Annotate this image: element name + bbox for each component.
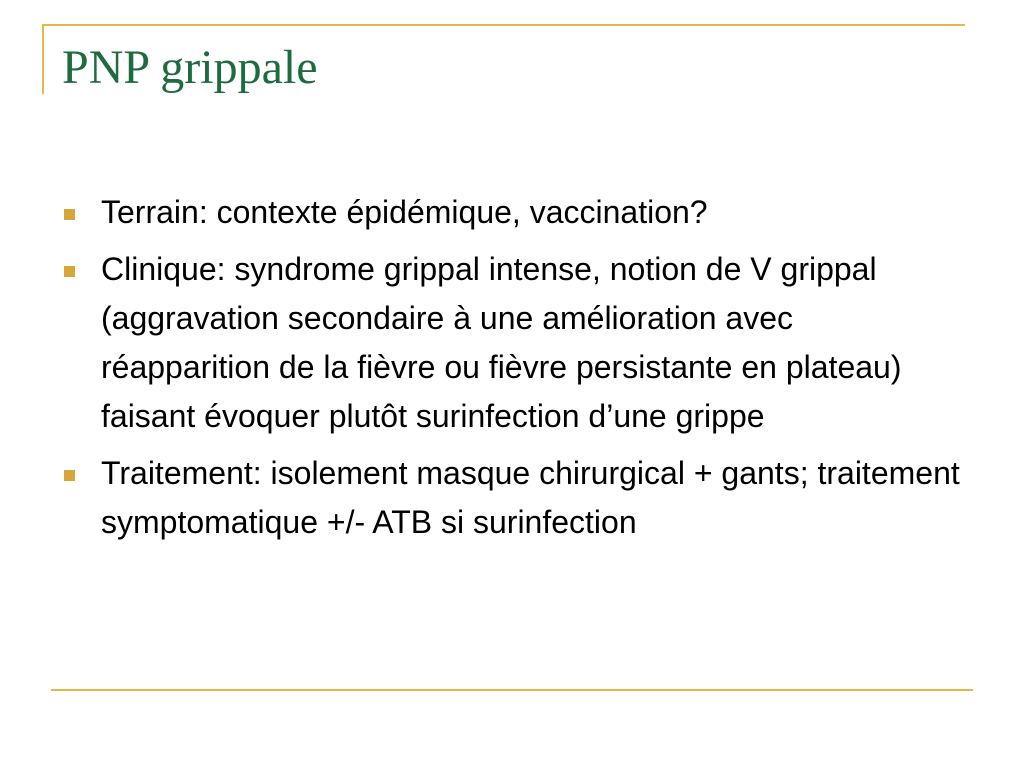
list-item — [64, 449, 964, 547]
slide-title: PNP grippale — [62, 41, 318, 94]
list-item — [64, 188, 964, 237]
square-bullet-icon — [64, 470, 75, 481]
bullet-text: Terrain: contexte épidémique, vaccination? — [101, 194, 708, 230]
square-bullet-icon — [64, 209, 75, 220]
frame-left-line — [42, 24, 44, 94]
bullet-text: Clinique: syndrome grippal intense, notion de V grippal (aggravation secondaire à une amélioration avec réapparition de la fièvre ou fièvre persistante en plateau) faisant évoquer plutôt surinfection d’une grippe — [101, 251, 902, 434]
bullet-list — [64, 188, 964, 555]
square-bullet-icon — [64, 266, 75, 277]
list-item — [64, 245, 964, 441]
frame-top-line — [42, 24, 965, 26]
frame-bottom-line — [51, 689, 973, 691]
bullet-text: Traitement: isolement masque chirurgical + gants; traitement symptomatique +/- ATB si surinfection — [101, 455, 960, 540]
